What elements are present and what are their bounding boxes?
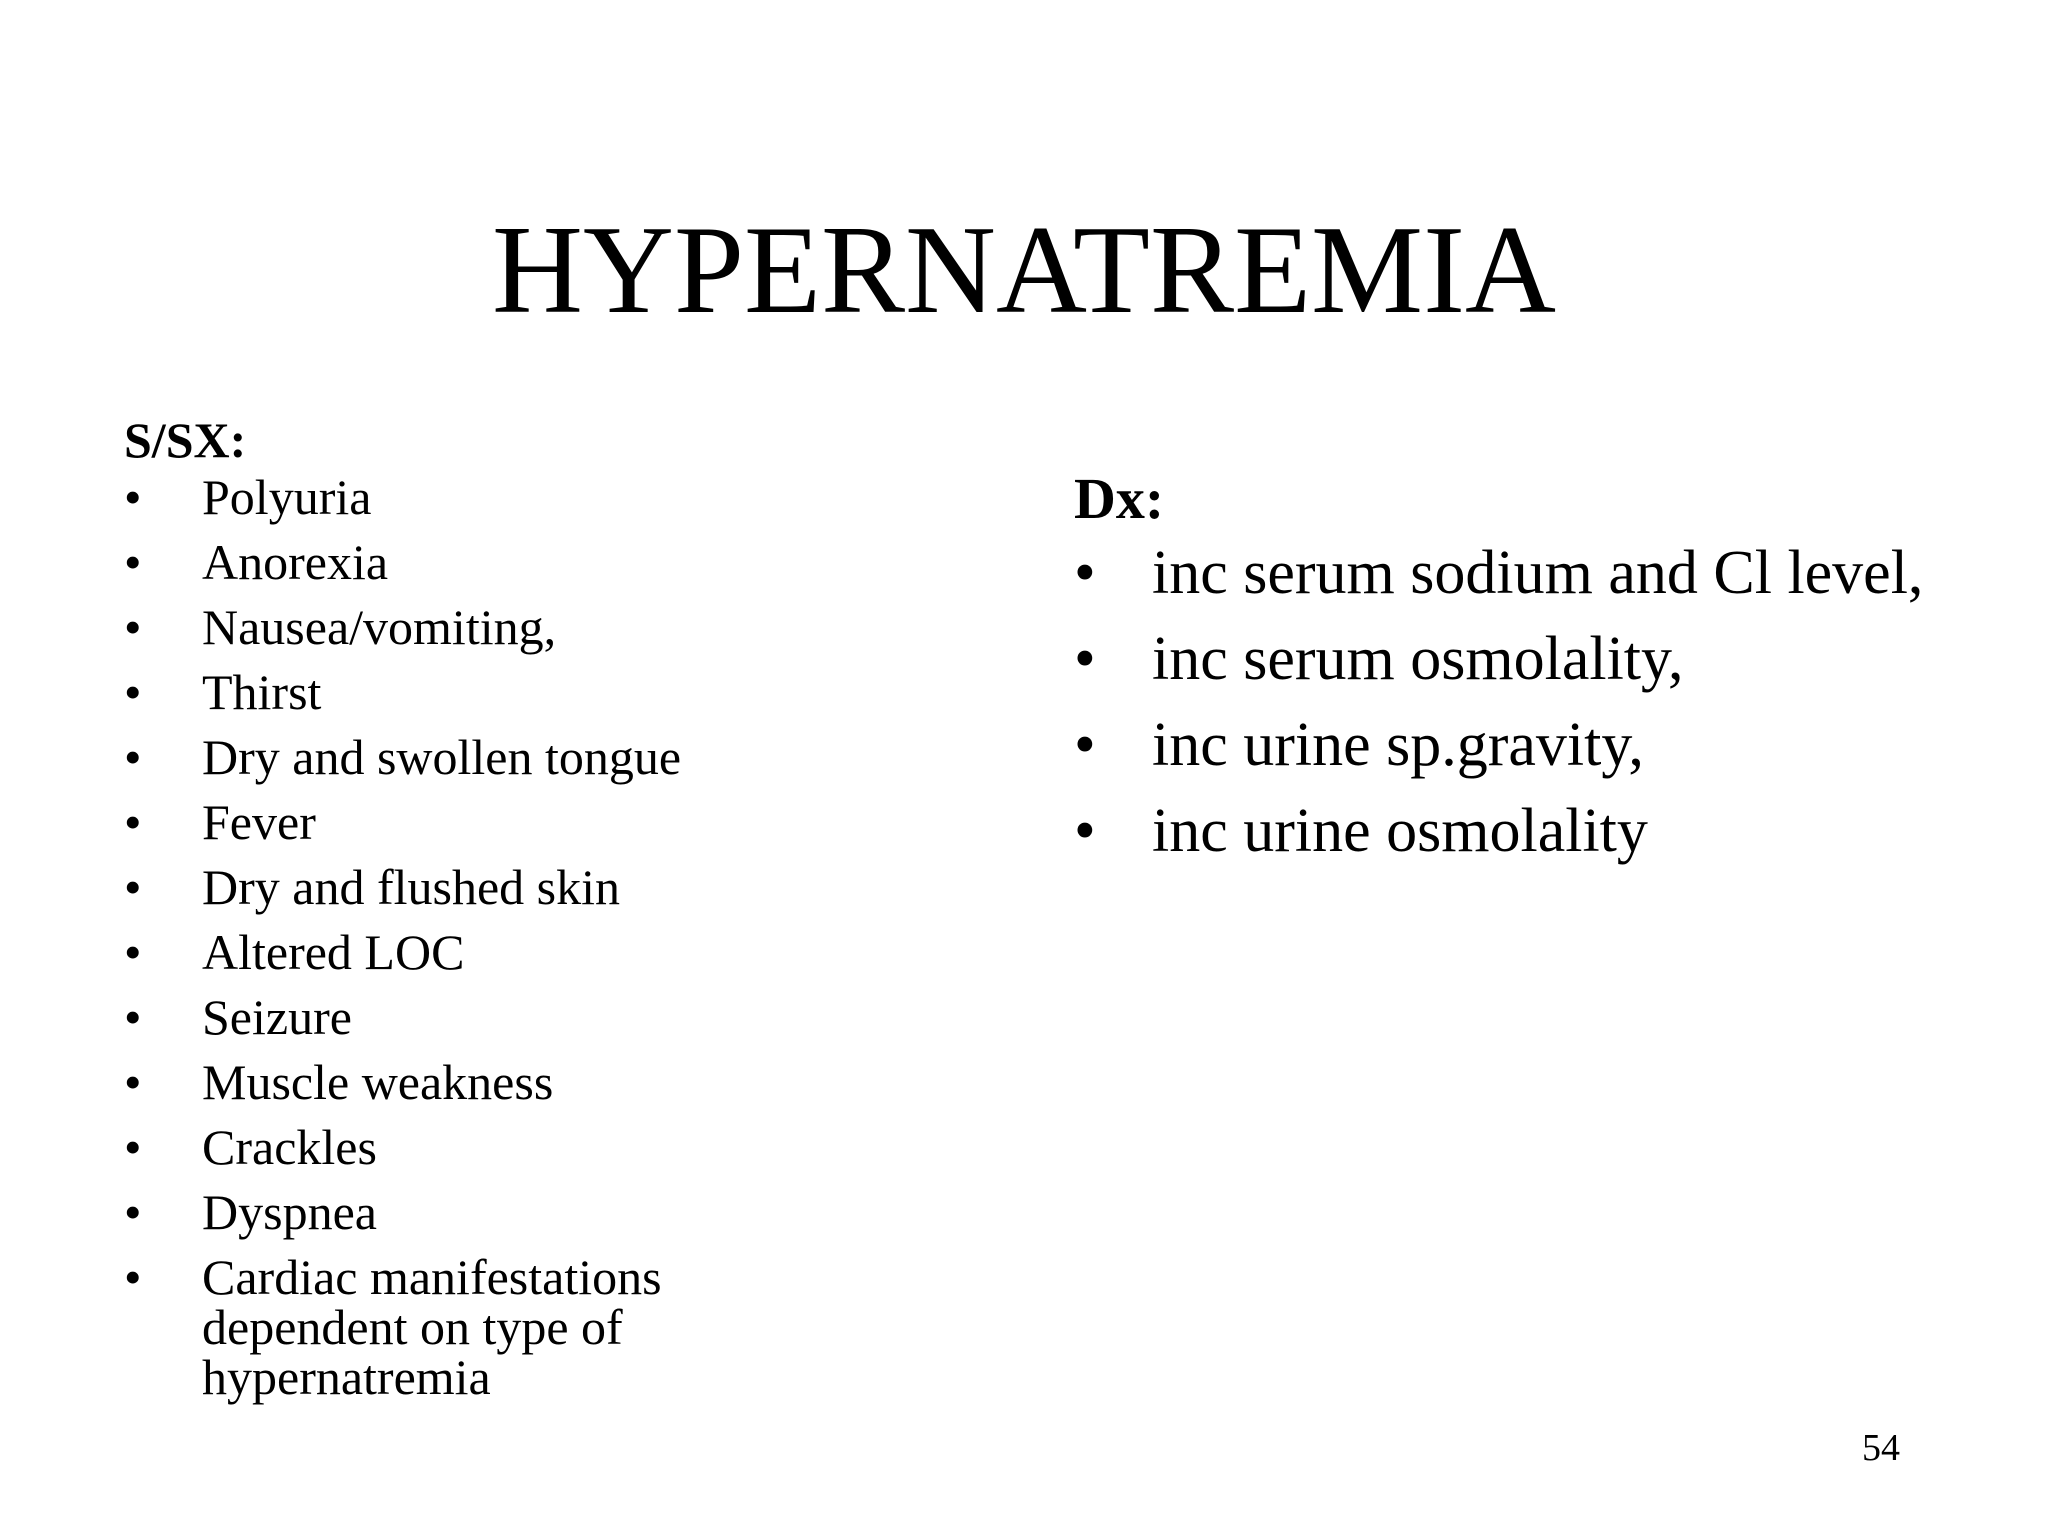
list-item — [124, 859, 844, 915]
list-item-text: inc serum sodium and Cl level, — [1152, 539, 1924, 607]
bullet-icon: • — [124, 794, 142, 850]
list-item — [124, 729, 844, 785]
list-item — [124, 469, 844, 525]
bullet-icon: • — [124, 989, 142, 1045]
list-item-text: inc urine sp.gravity, — [1152, 711, 1644, 779]
list-item-text: Altered LOC — [202, 924, 465, 980]
list-item-text: Dry and flushed skin — [202, 859, 620, 915]
list-item-text: Thirst — [202, 664, 322, 720]
bullet-icon: • — [124, 599, 142, 655]
list-item-text: inc serum osmolality, — [1152, 625, 1684, 693]
list-item-text: Nausea/vomiting, — [202, 599, 557, 655]
list-item — [124, 794, 844, 850]
list-item-text: Anorexia — [202, 534, 389, 590]
bullet-icon: • — [124, 664, 142, 720]
bullet-icon: • — [124, 1119, 142, 1175]
bullet-icon: • — [124, 859, 142, 915]
page-number: 54 — [1862, 1427, 1900, 1469]
bullet-icon: • — [1074, 625, 1096, 693]
bullet-icon: • — [124, 729, 142, 785]
diagnosis-heading: Dx: — [1074, 466, 1165, 531]
list-item — [124, 534, 844, 590]
list-item-text: Cardiac manifestations dependent on type of hypernatremia — [202, 1249, 662, 1405]
bullet-icon: • — [124, 1184, 142, 1240]
list-item-text: inc urine osmolality — [1152, 797, 1648, 865]
list-item-text: Muscle weakness — [202, 1054, 554, 1110]
list-item — [1074, 625, 1954, 693]
list-item-text: Crackles — [202, 1119, 377, 1175]
list-item — [124, 1119, 844, 1175]
list-item-text: Dyspnea — [202, 1184, 377, 1240]
list-item — [124, 989, 844, 1045]
list-item — [124, 1249, 844, 1405]
bullet-icon: • — [1074, 711, 1096, 779]
list-item — [124, 1054, 844, 1110]
list-item — [1074, 539, 1954, 607]
list-item-text: Dry and swollen tongue — [202, 729, 682, 785]
list-item — [124, 924, 844, 980]
list-item-text: Seizure — [202, 989, 352, 1045]
signs-symptoms-heading: S/SX: — [124, 412, 247, 468]
bullet-icon: • — [1074, 797, 1096, 865]
list-item — [124, 1184, 844, 1240]
list-item — [124, 664, 844, 720]
signs-symptoms-column — [124, 410, 844, 1417]
signs-symptoms-list — [124, 469, 844, 1405]
bullet-icon: • — [1074, 539, 1096, 607]
bullet-icon: • — [124, 1054, 142, 1110]
list-item-text: Polyuria — [202, 469, 372, 525]
bullet-icon: • — [124, 1249, 142, 1305]
list-item — [124, 599, 844, 655]
list-item-text: Fever — [202, 794, 316, 850]
diagnosis-column — [1074, 464, 1954, 886]
slide-title: HYPERNATREMIA — [491, 201, 1557, 340]
diagnosis-list — [1074, 539, 1954, 865]
bullet-icon: • — [124, 924, 142, 980]
bullet-icon: • — [124, 534, 142, 590]
bullet-icon: • — [124, 469, 142, 525]
list-item — [1074, 797, 1954, 865]
list-item — [1074, 711, 1954, 779]
